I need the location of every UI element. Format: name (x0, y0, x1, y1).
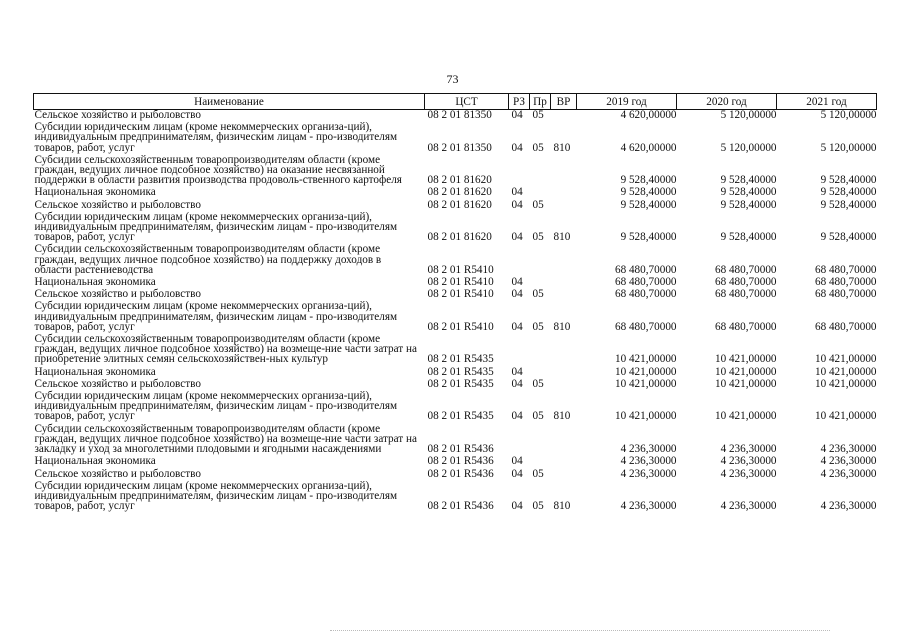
cell-cst: 08 2 01 81620 (427, 174, 492, 187)
cell-name: Субсидии сельскохозяйственным товаропроизводителям области (кроме граждан, ведущих личное подсобное хозяйство) на оказание несвязанной поддержки в области развития производства продоволь-ственного картофеля (34, 153, 402, 187)
cell-y2020: 5 120,00000 (720, 109, 777, 121)
cell-y2019: 9 528,40000 (620, 174, 677, 187)
cell-vr: 810 (553, 500, 571, 513)
header-2021: 2021 год (777, 94, 877, 110)
cell-cst: 08 2 01 81620 (427, 186, 492, 199)
table-row (34, 469, 877, 481)
cell-rz: 04 (511, 109, 523, 121)
table-row (34, 187, 877, 199)
cell-y2019: 4 620,00000 (620, 141, 677, 154)
cell-y2019: 68 480,70000 (614, 263, 677, 276)
cell-y2021: 10 421,00000 (814, 410, 877, 423)
budget-table (33, 93, 877, 513)
cell-vr: 810 (553, 141, 571, 154)
cell-pr (530, 456, 551, 468)
cell-y2019: 10 421,00000 (614, 353, 677, 366)
cell-vr (551, 289, 577, 301)
table-row (34, 391, 877, 424)
cell-y2021: 9 528,40000 (820, 186, 877, 199)
cell-y2020: 9 528,40000 (720, 198, 777, 211)
table-row (34, 212, 877, 245)
cell-y2021: 10 421,00000 (814, 377, 877, 390)
cell-name: Субсидии сельскохозяйственным товаропроизводителям области (кроме граждан, ведущих личное подсобное хозяйство) на возмеще-ние части затрат на закладку и уход за многолетними плодовыми и ягодными насаждениями (34, 422, 417, 456)
cell-rz: 04 (511, 467, 523, 480)
cell-pr: 05 (532, 500, 544, 513)
cell-y2019: 4 236,30000 (620, 467, 677, 480)
cell-pr: 05 (532, 320, 544, 333)
cell-y2021: 5 120,00000 (820, 109, 877, 121)
cell-y2020: 9 528,40000 (720, 231, 777, 244)
cell-pr: 05 (532, 288, 544, 301)
header-pr: Пр (530, 94, 551, 110)
cell-y2020: 9 528,40000 (720, 174, 777, 187)
cell-y2019: 10 421,00000 (614, 365, 677, 378)
cell-pr (530, 187, 551, 199)
cell-pr: 05 (532, 410, 544, 423)
cell-pr (530, 334, 551, 367)
cell-pr: 05 (532, 198, 544, 211)
cell-y2020: 68 480,70000 (714, 320, 777, 333)
table-row (34, 244, 877, 277)
cell-rz: 04 (511, 288, 523, 301)
cell-name: Субсидии сельскохозяйственным товаропроизводителям области (кроме граждан, ведущих личное подсобное хозяйство) на возмеще-ние части затрат на приобретение элитных семян сельскохозяйствен-ных культур (34, 333, 417, 366)
cell-vr (551, 367, 577, 379)
cell-vr (551, 155, 577, 188)
cell-y2021: 4 236,30000 (820, 443, 877, 456)
cell-vr (551, 200, 577, 212)
cell-rz: 04 (511, 186, 523, 199)
cell-y2021: 5 120,00000 (820, 141, 877, 154)
cell-pr (530, 424, 551, 457)
cell-name: Субсидии юридическим лицам (кроме некоммерческих организа-ций), индивидуальным предпринимателям, физическим лицам - про-изводителям товаров, работ, услуг (34, 121, 398, 154)
cell-rz: 04 (511, 198, 523, 211)
cell-y2020: 4 236,30000 (720, 443, 777, 456)
cell-y2020: 68 480,70000 (714, 263, 777, 276)
cell-y2019: 68 480,70000 (614, 276, 677, 289)
cell-rz: 04 (511, 320, 523, 333)
cell-name: Национальная экономика (34, 455, 156, 468)
cell-pr: 05 (532, 141, 544, 154)
cell-y2021: 68 480,70000 (814, 288, 877, 301)
header-rz: РЗ (509, 94, 530, 110)
cell-y2021: 4 236,30000 (820, 467, 877, 480)
cell-y2020: 68 480,70000 (714, 276, 777, 289)
cell-cst: 08 2 01 R5436 (427, 443, 494, 456)
cell-cst: 08 2 01 R5435 (427, 410, 494, 423)
cell-cst: 08 2 01 R5436 (427, 500, 494, 513)
cell-name: Национальная экономика (34, 186, 156, 199)
cell-name: Сельское хозяйство и рыболовство (34, 288, 201, 301)
cell-name: Сельское хозяйство и рыболовство (34, 377, 201, 390)
header-2020: 2020 год (677, 94, 777, 110)
cell-vr (551, 379, 577, 391)
cell-y2021: 10 421,00000 (814, 365, 877, 378)
cell-y2021: 68 480,70000 (814, 276, 877, 289)
cell-cst: 08 2 01 81620 (427, 231, 492, 244)
cell-y2019: 68 480,70000 (614, 288, 677, 301)
cell-cst: 08 2 01 R5435 (427, 353, 494, 366)
table-row (34, 301, 877, 334)
cell-cst: 08 2 01 R5410 (427, 288, 494, 301)
cell-name: Субсидии юридическим лицам (кроме некоммерческих организа-ций), индивидуальным предпринимателям, физическим лицам - про-изводителям товаров, работ, услуг (34, 479, 398, 513)
cell-cst: 08 2 01 R5436 (427, 455, 494, 468)
cell-y2021: 68 480,70000 (814, 263, 877, 276)
cell-rz: 04 (511, 231, 523, 244)
scan-artifact (330, 630, 830, 633)
cell-cst: 08 2 01 R5410 (427, 263, 494, 276)
cell-rz: 04 (511, 276, 523, 289)
cell-rz (509, 424, 530, 457)
cell-vr (551, 187, 577, 199)
cell-rz: 04 (511, 455, 523, 468)
cell-y2021: 9 528,40000 (820, 231, 877, 244)
cell-y2020: 68 480,70000 (714, 288, 777, 301)
cell-y2019: 9 528,40000 (620, 186, 677, 199)
cell-vr: 810 (553, 320, 571, 333)
cell-vr: 810 (553, 410, 571, 423)
cell-cst: 08 2 01 R5410 (427, 276, 494, 289)
cell-y2021: 9 528,40000 (820, 198, 877, 211)
cell-name: Сельское хозяйство и рыболовство (34, 109, 201, 121)
cell-y2021: 68 480,70000 (814, 320, 877, 333)
table-row (34, 334, 877, 367)
cell-y2019: 9 528,40000 (620, 231, 677, 244)
cell-rz: 04 (511, 377, 523, 390)
cell-vr (551, 110, 577, 123)
cell-pr (530, 244, 551, 277)
cell-y2019: 4 236,30000 (620, 455, 677, 468)
cell-y2021: 9 528,40000 (820, 174, 877, 187)
cell-cst: 08 2 01 81350 (427, 109, 492, 121)
cell-name: Субсидии юридическим лицам (кроме некоммерческих организа-ций), индивидуальным предпринимателям, физическим лицам - про-изводителям товаров, работ, услуг (34, 210, 398, 244)
cell-name: Сельское хозяйство и рыболовство (34, 467, 201, 480)
cell-y2019: 68 480,70000 (614, 320, 677, 333)
cell-rz (509, 155, 530, 188)
cell-pr (530, 155, 551, 188)
header-vr: ВР (551, 94, 577, 110)
cell-name: Национальная экономика (34, 276, 156, 289)
cell-y2020: 4 236,30000 (720, 467, 777, 480)
cell-name: Национальная экономика (34, 365, 156, 378)
header-cst: ЦСТ (425, 94, 509, 110)
cell-y2020: 10 421,00000 (714, 365, 777, 378)
cell-vr (551, 456, 577, 468)
cell-cst: 08 2 01 81350 (427, 141, 492, 154)
cell-y2019: 4 236,30000 (620, 443, 677, 456)
cell-pr: 05 (532, 109, 544, 121)
cell-y2019: 4 236,30000 (620, 500, 677, 513)
cell-rz (509, 334, 530, 367)
table-row (34, 481, 877, 514)
cell-y2019: 4 620,00000 (620, 109, 677, 121)
page-number: 73 (446, 72, 459, 86)
cell-y2021: 4 236,30000 (820, 500, 877, 513)
cell-y2020: 9 528,40000 (720, 186, 777, 199)
cell-y2019: 10 421,00000 (614, 377, 677, 390)
cell-pr: 05 (532, 231, 544, 244)
cell-y2020: 5 120,00000 (720, 141, 777, 154)
cell-vr (551, 424, 577, 457)
table-row (34, 456, 877, 468)
cell-vr (551, 244, 577, 277)
cell-y2020: 10 421,00000 (714, 377, 777, 390)
cell-rz: 04 (511, 365, 523, 378)
table-body (34, 110, 877, 514)
cell-y2019: 9 528,40000 (620, 198, 677, 211)
cell-y2020: 10 421,00000 (714, 353, 777, 366)
table-header (34, 94, 877, 110)
table-row (34, 155, 877, 188)
cell-y2021: 10 421,00000 (814, 353, 877, 366)
cell-rz (509, 244, 530, 277)
table-row (34, 424, 877, 457)
table-row (34, 122, 877, 155)
cell-name: Субсидии юридическим лицам (кроме некоммерческих организа-ций), индивидуальным предпринимателям, физическим лицам - про-изводителям товаров, работ, услуг (34, 390, 398, 423)
cell-pr: 05 (532, 377, 544, 390)
cell-rz: 04 (511, 410, 523, 423)
cell-pr: 05 (532, 467, 544, 480)
cell-cst: 08 2 01 R5436 (427, 467, 494, 480)
cell-name: Субсидии сельскохозяйственным товаропроизводителям области (кроме граждан, ведущих личное подсобное хозяйство) на поддержку доходов в области растениеводства (34, 243, 382, 276)
cell-rz: 04 (511, 500, 523, 513)
cell-cst: 08 2 01 81620 (427, 198, 492, 211)
header-name: Наименование (34, 94, 425, 110)
cell-y2020: 10 421,00000 (714, 410, 777, 423)
cell-cst: 08 2 01 R5410 (427, 320, 494, 333)
cell-y2019: 10 421,00000 (614, 410, 677, 423)
cell-vr: 810 (553, 231, 571, 244)
cell-rz: 04 (511, 141, 523, 154)
cell-name: Субсидии юридическим лицам (кроме некоммерческих организа-ций), индивидуальным предпринимателям, физическим лицам - про-изводителям товаров, работ, услуг (34, 300, 398, 333)
cell-cst: 08 2 01 R5435 (427, 377, 494, 390)
cell-vr (551, 469, 577, 481)
cell-vr (551, 277, 577, 289)
header-2019: 2019 год (577, 94, 677, 110)
cell-y2020: 4 236,30000 (720, 455, 777, 468)
table-row (34, 200, 877, 212)
cell-vr (551, 334, 577, 367)
cell-y2021: 4 236,30000 (820, 455, 877, 468)
cell-name: Сельское хозяйство и рыболовство (34, 198, 201, 211)
cell-y2020: 4 236,30000 (720, 500, 777, 513)
cell-cst: 08 2 01 R5435 (427, 365, 494, 378)
